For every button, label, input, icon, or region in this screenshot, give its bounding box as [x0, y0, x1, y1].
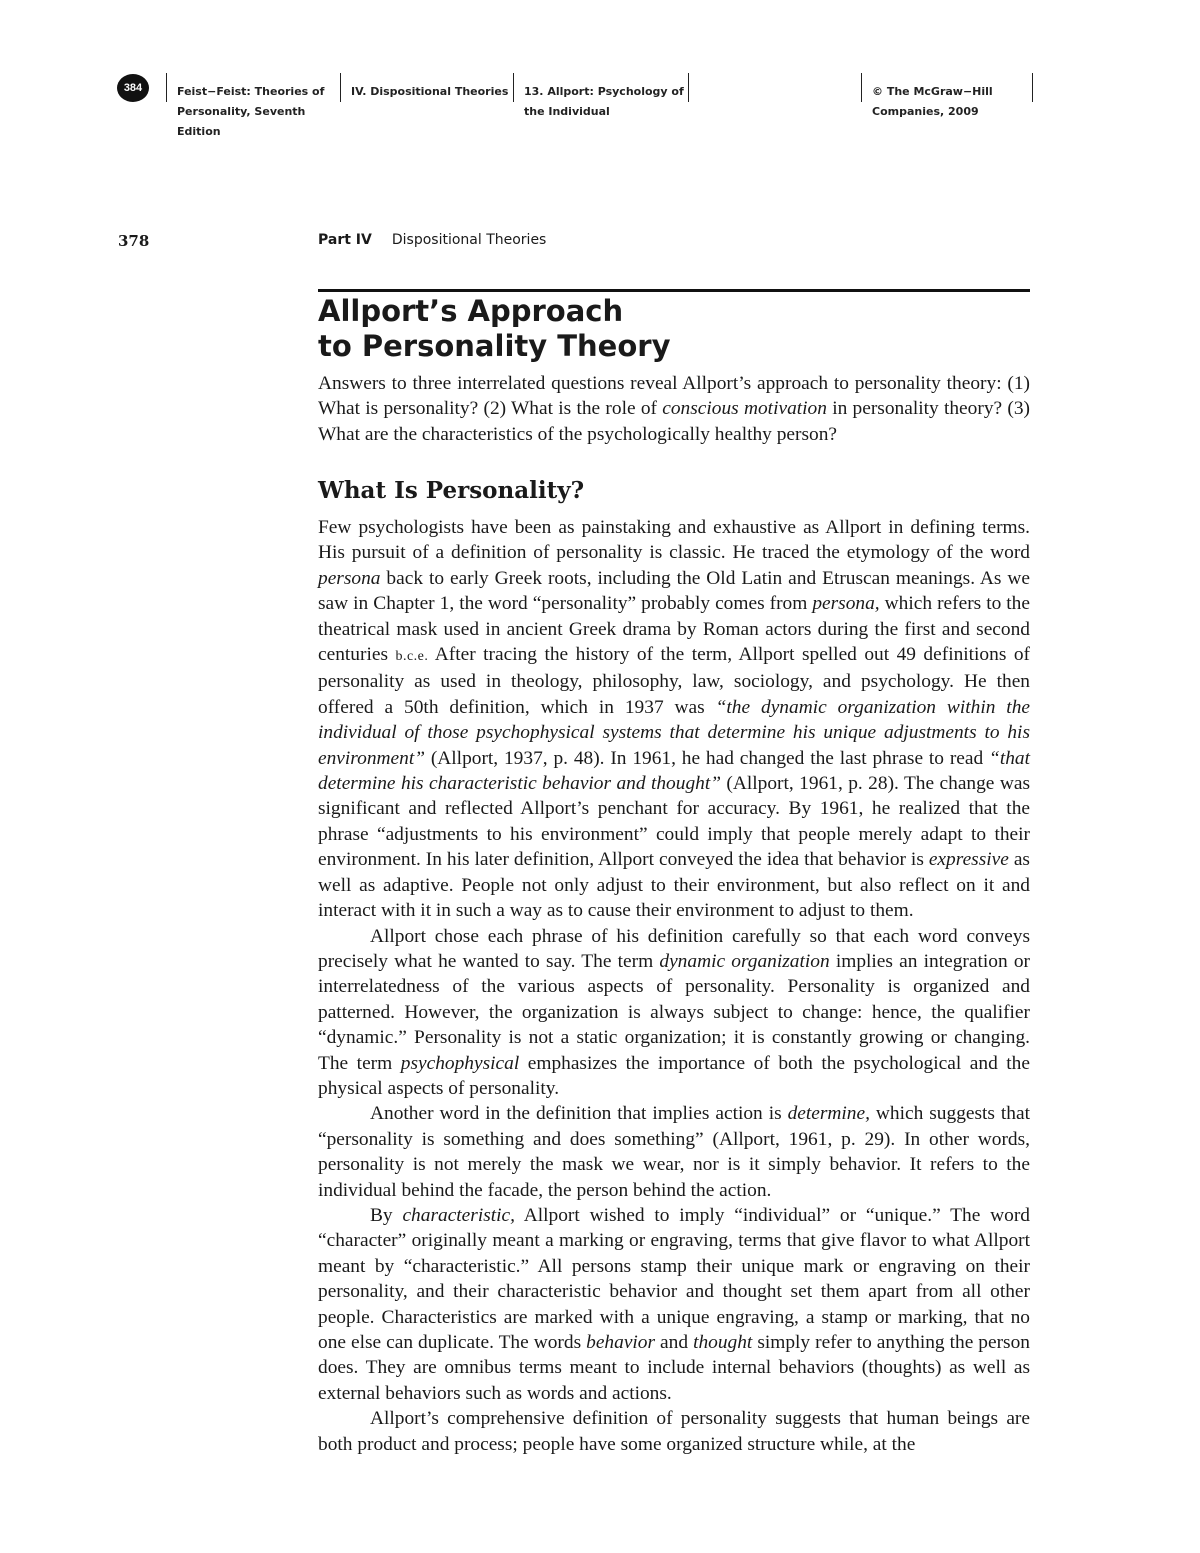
paragraph-5: Allport’s comprehensive definition of personality suggests that human beings are both product and process; people have some organized structure while, at the [318, 1408, 1030, 1455]
paragraph-1: Few psychologists have been as painstaking and exhaustive as Allport in defining terms. His pursuit of a definition of personality is classic. He traced the etymology of the word persona back to early Greek roots, including the Old Latin and Etruscan meanings. As we saw in Chapter 1, the word “personality” probably comes from persona, which refers to the theatrical mask used in ancient Greek drama by Roman actors during the first and second centuries b.c.e. After tracing the history of the term, Allport spelled out 49 definitions of personality as used in theology, philosophy, law, sociology, and psychology. He then offered a 50th definition, which in 1937 was “the dynamic organization within the individual of those psychophysical systems that determine his unique adjustments to his environment” (Allport, 1937, p. 48). In 1961, he had changed the last phrase to read “that determine his characteristic behavior and thought” (Allport, 1961, p. 28). The change was significant and reflected Allport’s penchant for accuracy. By 1961, he realized that the phrase “adjustments to his environment” could imply that people merely adapt to their environment. In his later definition, Allport conveyed the idea that behavior is expressive as well as adaptive. People not only adjust to their environment, but also reflect on it and interact with it in such a way as to cause their environment to adjust to them. [318, 517, 1030, 922]
section-title-line2: to Personality Theory [318, 329, 671, 363]
running-head [318, 232, 546, 248]
header-cell-blank [688, 73, 863, 102]
subsection-heading: What Is Personality? [318, 477, 585, 504]
section-title-line1: Allport’s Approach [318, 294, 624, 328]
paragraph-3: Another word in the definition that implies action is determine, which suggests that “personality is something and does something” (Allport, 1961, p. 29). In other words, personality is not merely the mask we wear, nor is it simply behavior. It refers to the individual behind the facade, the person behind the action. [318, 1103, 1030, 1201]
page-badge: 384 [117, 74, 149, 102]
intro-paragraph: Answers to three interrelated questions reveal Allport’s approach to personality theory: (1) What is personality? (2) What is the role of conscious motivation in personality theory? (3) What are the characteristics of the psychologically healthy person? [318, 373, 1030, 445]
page-number: 378 [118, 232, 150, 250]
part-label: Part IV [318, 232, 372, 248]
header-cell-part: IV. Dispositional Theories [340, 73, 513, 102]
title-rule [318, 289, 1030, 292]
header-cell-book: Feist−Feist: Theories of Personality, Seventh Edition [166, 73, 341, 102]
header-cell-copyright: © The McGraw−Hill Companies, 2009 [861, 73, 1033, 102]
body-text [318, 515, 1030, 1457]
header-cell-chapter: 13. Allport: Psychology of the Individual [513, 73, 688, 102]
part-title: Dispositional Theories [391, 232, 547, 248]
section-title [318, 294, 1030, 364]
paragraph-4: By characteristic, Allport wished to imply “individual” or “unique.” The word “character” originally meant a marking or engraving, terms that give flavor to what Allport meant by “characteristic.” All persons stamp their unique mark or engraving on their personality, and their characteristic behavior and thought set them apart from all other people. Characteristics are marked with a unique engraving, a stamp or marking, that no one else can duplicate. The words behavior and thought simply refer to anything the person does. They are omnibus terms meant to include internal behaviors (thoughts) as well as external behaviors such as words and actions. [318, 1204, 1030, 1404]
paragraph-2: Allport chose each phrase of his definition carefully so that each word conveys precisely what he wanted to say. The term dynamic organization implies an integration or interrelatedness of the various aspects of personality. Personality is organized and patterned. However, the organization is always subject to change: hence, the qualifier “dynamic.” Personality is not a static organization; it is constantly growing or changing. The term psychophysical emphasizes the importance of both the psychological and the physical aspects of personality. [318, 925, 1030, 1099]
